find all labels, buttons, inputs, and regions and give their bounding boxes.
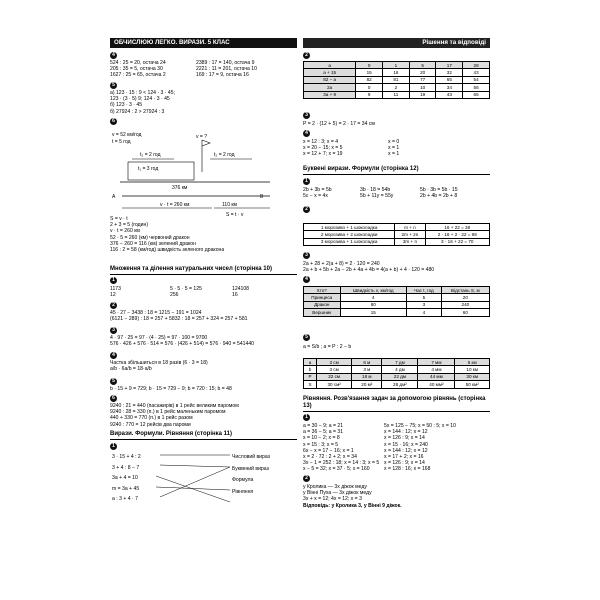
equations-b: x = 0 x = 1 x = 1 <box>388 139 400 158</box>
table-row <box>304 91 490 98</box>
table-cell: 16 + 22 = 38 <box>425 224 489 231</box>
task-10-1b: 5 · 5 · 5 = 125 256 <box>170 286 202 299</box>
table-cell: 43 <box>463 69 490 76</box>
table-cell: 2 · 16 + 2 · 22 = 98 <box>425 231 489 238</box>
task-number: 2 <box>110 302 117 309</box>
table-cell: 16 <box>383 69 410 76</box>
table-cell: b <box>304 366 317 373</box>
task-5: а) 123 · 15 : 9 < 124 · 3 · 45; 123 · (3 · 5) 9; 124 · 3 · 45 б) 123 · 3 · 45 б) 27924 : 2 > 27924 : 3 <box>110 90 175 115</box>
task-number: 2 <box>303 52 310 59</box>
table-cell: 30 см² <box>317 381 352 388</box>
task-number: 3 <box>110 327 117 334</box>
motion-table <box>303 286 490 317</box>
table-cell: 44 мм <box>418 373 455 380</box>
table-cell: 2 <box>383 84 410 91</box>
table-cell: P <box>304 373 317 380</box>
table-cell: 20 <box>409 69 436 76</box>
table-cell: 3 см <box>317 366 352 373</box>
divider <box>303 174 490 175</box>
table-row <box>304 309 490 316</box>
table-cell: 0 <box>356 62 383 69</box>
table-cell: 1 морозиво + 1 шоколадка <box>304 224 395 231</box>
table-cell: Вершник <box>304 309 341 316</box>
table-row <box>304 238 490 245</box>
table-cell: a <box>304 62 356 69</box>
table-cell: 22 дм <box>382 373 418 380</box>
table-cell: 4 <box>407 309 442 316</box>
table-row <box>304 381 490 388</box>
rectangle-table <box>303 358 490 389</box>
task-number: 4 <box>110 352 117 359</box>
task-number: 2 <box>303 206 310 213</box>
table-cell: 77 <box>409 76 436 83</box>
table-row <box>304 287 490 294</box>
letter-exprs-1: 2b + 3b = 5b 5c − x = 4x <box>303 187 332 200</box>
task-10-4: Частка збільшиться в 18 разів (6 · 3 = 18) a/b · 6a/b = 18·a/b <box>110 360 208 373</box>
task-number: 4 <box>303 276 310 283</box>
table-cell: 2a <box>304 84 356 91</box>
expression-table <box>303 61 490 99</box>
perimeter-expr: 2a + 28 + 2(a + 8) = 2 · 120 = 240 2a + b + 5b + 2a − 2b + 4a + 4b = 4(a + b) + 4 · 120 = 480 <box>303 261 435 274</box>
table-cell: 1 <box>383 62 410 69</box>
divider <box>110 439 297 440</box>
table-cell: 80 <box>340 301 407 308</box>
t2-label-a: t₂ = 2 год <box>140 152 161 158</box>
table-row <box>304 301 490 308</box>
task-4b: 2389 : 17 = 140, остача 9 2221 : 11 = 201, остача 10 169 : 17 = 9, остача 16 <box>196 60 257 79</box>
table-cell: 10 <box>409 84 436 91</box>
table-cell: 17 <box>436 62 463 69</box>
table-cell: 15 <box>356 69 383 76</box>
task-number: 6 <box>110 118 117 125</box>
equations-a: x = 12 : 3; x = 4 x = 20 − 15; x = 5 x = 12 + 7; x = 19 <box>303 139 343 158</box>
task-6-solution: S = v · t 2 + 3 = 5 (годин) v · t = 260 км 52 · 5 = 260 (км) червоний дракон 376 − 260 = 116 (км) зелений дракон 116 : 2 = 58 (км/год) швидкість зеленого дракона <box>110 216 225 254</box>
distance-total: 376 км <box>172 185 188 191</box>
table-cell: 3a + 9 <box>304 91 356 98</box>
table-cell: 20 <box>441 294 489 301</box>
formula-label: S = t · v <box>226 212 244 218</box>
table-cell: 6 м <box>352 359 382 366</box>
table-cell: 4 мм <box>418 366 455 373</box>
table-cell: 2 морозива + 2 шоколадки <box>304 231 395 238</box>
table-cell: 43 <box>436 91 463 98</box>
table-row <box>304 373 490 380</box>
table-cell: 50 км² <box>455 381 490 388</box>
v-label: v = 52 км/год <box>112 132 142 138</box>
table-cell: 3 · 16 + 22 = 70 <box>425 238 489 245</box>
table-cell: m + n <box>395 224 425 231</box>
task-number: 5 <box>303 334 310 341</box>
table-cell: 11 <box>383 91 410 98</box>
table-cell: 65 <box>436 76 463 83</box>
task-10-3: 4 · 97 · 25 = 97 · (4 · 25) = 97 · 100 = 9700 576 · 426 + 576 · 514 = 576 · (426 + 514) = 576 · 940 = 541440 <box>110 335 255 348</box>
table-row <box>304 224 490 231</box>
matching-arrows <box>110 452 235 508</box>
honey-problem: у Кролика — 3x діжок меду у Вінні Пуха — 3x діжок меду 3x + x = 12; 4x = 12; x = 3 Відповідь: у Кролика 3, у Вінні 9 діжок. <box>303 484 402 509</box>
table-row <box>304 366 490 373</box>
right-header: Рішення та відповіді <box>303 38 490 48</box>
task-10-2: 45 · 27 − 3438 : 18 = 1215 − 191 = 1024 (6121 − 289) : 18 = 257 + 5832 : 18 = 257 + 324 = 257 + 581 <box>110 310 248 323</box>
task-number: 6 <box>110 395 117 402</box>
equations-13a: a = 30 − 9; a = 21 a = 36 − 5; a = 31 x = 10 − 2; x = 8 x = 15 : 3; x = 5 6x − x = 17 − 16; x = 1 x = 2 · 72 : 2 + 2; x = 34 3x − 1 = 252 : 18; x = 14 : 3; x = 5 x − 5 = 32; x = 37 · 5; x = 160 <box>303 423 380 473</box>
table-cell: 240 <box>441 301 489 308</box>
table-cell: 20 м² <box>352 381 382 388</box>
table-cell: 32 <box>436 69 463 76</box>
table-cell: Час t, год <box>407 287 442 294</box>
table-row <box>304 84 490 91</box>
letter-exprs-3: 5b · 3b = 5b · 15 2b + 4b = 2b + 8 <box>420 187 458 200</box>
distance-vt: v · t = 260 км <box>160 202 190 208</box>
table-cell: 28 дм² <box>382 381 418 388</box>
table-cell: a + 15 <box>304 69 356 76</box>
section-title: Множення та ділення натуральних чисел (сторінка 10) <box>110 266 272 272</box>
task-4a: 524 : 25 = 20, остача 24 205 : 35 = 5, остача 30 1627 : 25 = 65, остача 2 <box>110 60 166 79</box>
v-unknown: v = ? <box>196 134 207 140</box>
task-number: 5 <box>110 82 117 89</box>
task-number: 1 <box>110 277 117 284</box>
table-cell: 40 мм² <box>418 381 455 388</box>
table-cell: 34 <box>436 84 463 91</box>
task-number: 3 <box>303 112 310 119</box>
left-header: ОБЧИСЛЮЮ ЛЕГКО. ВИРАЗИ. 5 КЛАС <box>110 38 297 48</box>
table-cell: Принцеса <box>304 294 341 301</box>
table-cell: 2m + 2n <box>395 231 425 238</box>
table-cell: 60 <box>441 309 489 316</box>
table-cell: 22 см <box>317 373 352 380</box>
shop-table <box>303 223 490 246</box>
table-cell: 56 <box>463 84 490 91</box>
match-categories: Числовий вираз Буквений вираз Формула Рівняння <box>232 454 270 495</box>
table-cell: 9 <box>356 91 383 98</box>
table-cell: 30 км <box>455 373 490 380</box>
table-cell: 82 <box>356 76 383 83</box>
table-row <box>304 69 490 76</box>
table-cell: 0 <box>356 84 383 91</box>
distance-110: 110 км <box>222 202 237 208</box>
area-formula: a = S/b ; a = P : 2 − b <box>303 344 352 350</box>
perimeter-solution: P = 2 · (12 + 5) = 2 · 17 = 34 см <box>303 121 375 127</box>
task-number: 3 <box>303 252 310 259</box>
table-cell: 65 <box>463 91 490 98</box>
divider <box>110 274 297 275</box>
table-cell: 3m + n <box>395 238 425 245</box>
task-number: 4 <box>303 130 310 137</box>
match-expressions: 3 · 15 + 4 : 2 3 + 4 : 8 − 7 3a + 4 = 10 m = 3a + 45 a : 3 + 4 · 7 <box>112 454 141 502</box>
task-10-5: b · 15 + 9 = 729; b · 15 = 729 − 9; b = 720 : 15; b = 48 <box>110 386 232 392</box>
t2-label-b: t₂ = 2 год <box>214 152 235 158</box>
table-cell: 28 <box>463 62 490 69</box>
table-row <box>304 294 490 301</box>
table-row <box>304 76 490 83</box>
table-cell: 15 <box>340 309 407 316</box>
table-cell: 3 м <box>352 366 382 373</box>
task-number: 1 <box>303 414 310 421</box>
table-cell: 4 дм <box>382 366 418 373</box>
task-number: 1 <box>110 443 117 450</box>
t3-label: t₁ = 3 год <box>138 166 159 172</box>
table-cell: 82 − a <box>304 76 356 83</box>
section-title: Буквені вирази. Формули (сторінка 12) <box>303 166 419 172</box>
table-cell: Хто? <box>304 287 341 294</box>
section-title: Рівняння. Розв'язання задач за допомогою рівнянь (сторінка 13) <box>303 396 486 409</box>
motion-diagram <box>110 126 297 218</box>
task-number: 1 <box>303 178 310 185</box>
table-cell: 19 <box>409 91 436 98</box>
table-cell: S <box>304 381 317 388</box>
table-cell: 7 дм <box>382 359 418 366</box>
table-cell: 7 мм <box>418 359 455 366</box>
task-10-1a: 1173 12 <box>110 286 121 299</box>
section-title: Вирази. Формули. Рівняння (сторінка 11) <box>110 431 232 437</box>
table-cell: 3 см <box>317 359 352 366</box>
divider <box>303 411 490 412</box>
t-label: t = 5 год <box>112 139 131 145</box>
letter-exprs-2: 3b · 18 = 54b 5b + 11y = 55y <box>360 187 394 200</box>
table-cell: 18 м <box>352 373 382 380</box>
table-row <box>304 231 490 238</box>
task-number: 4 <box>110 52 117 59</box>
table-cell: 5 <box>407 294 442 301</box>
task-10-6: 9240 : 21 = 440 (пасажирів) в 1 рейс великим паромом 9240 : 28 = 330 (п.) в 1 рейс маленьким паромом 440 + 330 = 770 (п.) в 1 рейс разом 9240 : 770 = 12 рейсів два пароми <box>110 403 239 428</box>
point-a: A <box>112 194 116 200</box>
table-cell: 10 км <box>455 366 490 373</box>
task-number: 5 <box>110 378 117 385</box>
table-cell: 81 <box>383 76 410 83</box>
task-number: 2 <box>303 475 310 482</box>
table-cell: 3 <box>407 301 442 308</box>
point-b: B <box>260 194 264 200</box>
table-cell: Дракон <box>304 301 341 308</box>
table-cell: 54 <box>463 76 490 83</box>
table-row <box>304 359 490 366</box>
task-10-1c: 124108 16 <box>232 286 249 299</box>
table-cell: 5 км <box>455 359 490 366</box>
table-cell: Відстань S, м <box>441 287 489 294</box>
table-row <box>304 62 490 69</box>
equations-13b: 5x = 125 − 75; x = 50 : 5; x = 10 x = 144 : 12; x = 12 x = 126 : 9; x = 14 x = 15 · 16; x = 240 x = 144 : 12; x = 12 x = 17 + 2; x = 16 x = 126 : 9; x = 14 x = 128 : 16; x = 168 <box>384 423 456 473</box>
table-cell: 4 <box>340 294 407 301</box>
table-cell: 5 <box>409 62 436 69</box>
table-cell: Швидкість v, км/год <box>340 287 407 294</box>
table-cell: 3 морозива + 1 шоколадка <box>304 238 395 245</box>
table-cell: a <box>304 359 317 366</box>
